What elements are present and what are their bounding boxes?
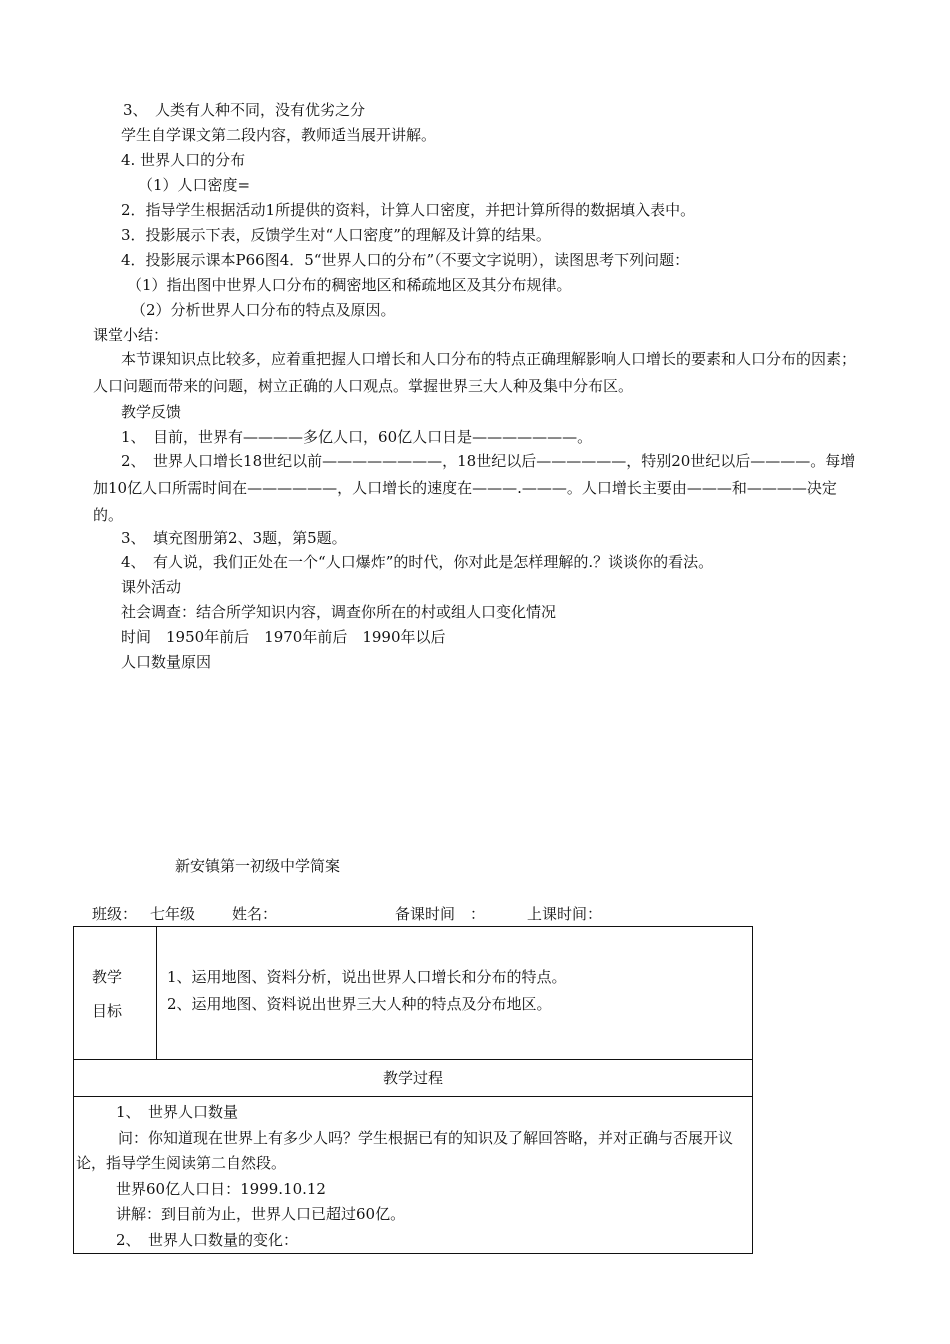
- line-3: 4. 世界人口的分布: [121, 151, 246, 169]
- line-7: 4．投影展示课本P66图4．5“世界人口的分布”（不要文字说明），读图思考下列问题：: [121, 251, 690, 269]
- process-line-3: 世界60亿人口日：1999.10.12: [116, 1179, 326, 1198]
- feedback-1: 1、 目前，世界有————多亿人口，60亿人口日是———————。: [121, 428, 593, 446]
- class-value: 七年级: [150, 905, 196, 923]
- school-title: 新安镇第一初级中学简案: [175, 857, 341, 875]
- summary-paragraph: 本节课知识点比较多，应着重把握人口增长和人口分布的特点正确理解影响人口增长的要素和人口分布的因素；人口问题而带来的问题，树立正确的人口观点。掌握世界三大人种及集中分布区。: [93, 350, 857, 395]
- process-title-cell: 教学过程: [74, 1060, 753, 1097]
- objectives-label-line2: 目标: [92, 1002, 123, 1020]
- process-line-4: 讲解：到目前为止，世界人口已超过60亿。: [116, 1205, 406, 1223]
- process-body-cell: [74, 1097, 753, 1254]
- line-9: （2）分析世界人口分布的特点及原因。: [131, 301, 396, 319]
- feedback-heading: 教学反馈: [121, 403, 182, 421]
- feedback-3: 3、 填充图册第2、3题，第5题。: [121, 529, 347, 547]
- process-line-5: 2、 世界人口数量的变化：: [116, 1230, 299, 1249]
- line-4: （1）人口密度=: [138, 176, 251, 194]
- lesson-plan-table: [73, 926, 753, 1254]
- process-line-2: 问：你知道现在世界上有多少人吗？学生根据已有的知识及了解回答略，并对正确与否展开议论，指导学生阅读第二自然段。: [76, 1128, 734, 1172]
- class-label: 班级：: [92, 905, 138, 923]
- objectives-label-line1: 教学: [92, 968, 123, 986]
- prep-time-label: 备课时间 ：: [395, 905, 486, 923]
- line-5: 2．指导学生根据活动1所提供的资料，计算人口密度，并把计算所得的数据填入表中。: [121, 201, 696, 219]
- activity-survey: 社会调查：结合所学知识内容，调查你所在的村或组人口变化情况: [121, 603, 557, 621]
- feedback-4: 4、 有人说，我们正处在一个“人口爆炸”的时代，你对此是怎样理解的.？谈谈你的看法。: [121, 553, 714, 571]
- line-6: 3．投影展示下表，反馈学生对“人口密度”的理解及计算的结果。: [121, 226, 551, 244]
- line-2: 学生自学课文第二段内容，教师适当展开讲解。: [121, 126, 437, 144]
- summary-heading: 课堂小结：: [93, 326, 169, 344]
- process-line-1: 1、 世界人口数量: [116, 1103, 239, 1121]
- activity-population: 人口数量原因: [121, 653, 212, 671]
- feedback-2: 2、 世界人口增长18世纪以前————————，18世纪以后——————，特别20世纪以后————。每增加10亿人口所需时间在——————，人口增长的速度在———.———。人口增长主要由———和————决定的。: [93, 452, 856, 524]
- objective-2: 2、运用地图、资料说出世界三大人种的特点及分布地区。: [167, 995, 552, 1013]
- lesson-time-label: 上课时间：: [527, 905, 603, 923]
- objectives-label-cell: [74, 927, 157, 1060]
- line-8: （1）指出图中世界人口分布的稠密地区和稀疏地区及其分布规律。: [127, 276, 572, 294]
- activity-times: 时间 1950年前后 1970年前后 1990年以后: [121, 628, 446, 646]
- activity-heading: 课外活动: [121, 578, 182, 596]
- objective-1: 1、运用地图、资料分析，说出世界人口增长和分布的特点。: [167, 968, 567, 986]
- name-label: 姓名：: [232, 905, 278, 923]
- objectives-content-cell: [157, 927, 753, 1060]
- line-1: 3、 人类有人种不同，没有优劣之分: [123, 101, 366, 119]
